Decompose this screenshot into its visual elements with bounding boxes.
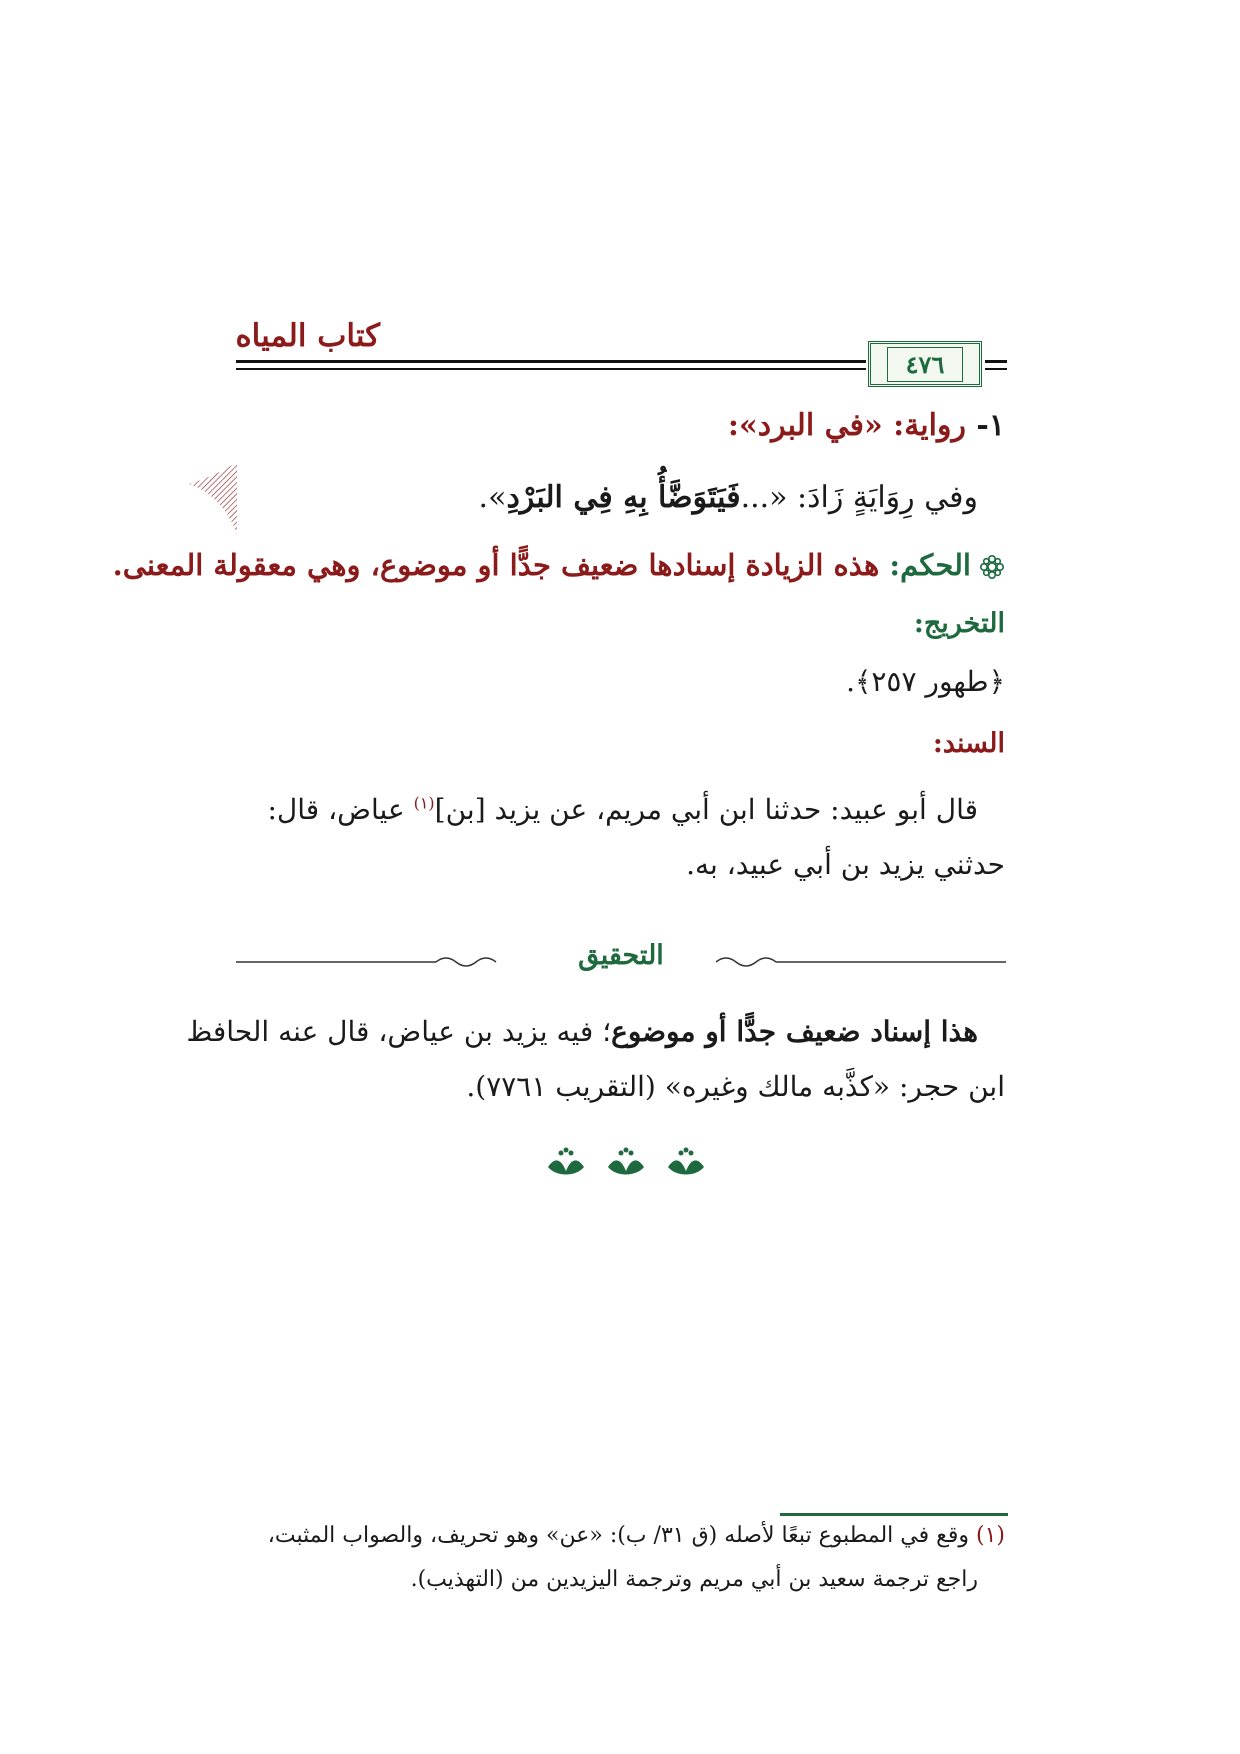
header-rule-thin (236, 368, 866, 370)
footnote-ref[interactable]: (١) (413, 793, 435, 813)
narration-end: ». (478, 480, 507, 515)
flower-bullet-icon (979, 554, 1005, 580)
tahqiq-heading: التحقيق (578, 940, 664, 971)
ruling-line (113, 548, 1005, 582)
item-heading-text: رواية: «في البرد»: (727, 408, 966, 443)
ruling-text: هذه الزيادة إسنادها ضعيف جدًّا أو موضوع، وهي معقولة المعنى. (112, 548, 880, 582)
tahqiq-bold: هذا إسناد ضعيف جدًّا أو موضوع (611, 1015, 978, 1048)
sanad-heading: السند: (932, 728, 1005, 759)
ruling-label: الحكم: (889, 548, 971, 582)
tahqiq-line-1-rest: ؛ فيه يزيد بن عياض، قال عنه الحافظ (186, 1015, 612, 1048)
narration-intro: وفي رِوَايَةٍ زَادَ: «... (740, 480, 978, 515)
header-rule-right-thin (985, 368, 1007, 370)
footnote-separator (780, 1513, 1008, 1516)
item-heading (728, 408, 1005, 443)
header-rule (236, 360, 866, 363)
sanad-line-1-a: قال أبو عبيد: حدثنا ابن أبي مريم، عن يزيد [بن] (434, 793, 978, 826)
tahqiq-line-2: ابن حجر: «كذَّبه مالك وغيره» (التقريب ٧٧٦١). (466, 1070, 1005, 1103)
item-number: ١- (976, 408, 1005, 443)
narration-bold: فَيَتَوَضَّأُ بِهِ فِي البَرْدِ (506, 480, 741, 515)
page-number-frame (868, 341, 982, 387)
footnote-line-2: راجع ترجمة سعيد بن أبي مريم وترجمة اليزيدين من (التهذيب). (410, 1567, 978, 1592)
tahqiq-line-1 (186, 1015, 978, 1048)
takhrij-reference: ﴿طهور ٢٥٧﴾. (846, 665, 1005, 698)
corner-pattern-icon (189, 462, 237, 534)
takhrij-heading: التخريج: (913, 608, 1005, 639)
footnote-line-1 (268, 1523, 1005, 1548)
sanad-line-1 (267, 793, 978, 826)
book-title: كتاب المياه (235, 318, 380, 354)
header-rule-right (985, 360, 1007, 363)
tahqiq-divider (236, 940, 1006, 980)
sanad-line-2: حدثني يزيد بن أبي عبيد، به. (686, 848, 1005, 881)
footnote-text-1: وقع في المطبوع تبعًا لأصله (ق ٣١/ ب): «عن» وهو تحريف، والصواب المثبت، (267, 1523, 976, 1548)
floral-ornament-icon (536, 1143, 716, 1183)
sanad-line-1-b: عياض، قال: (267, 793, 414, 826)
page-number: ٤٧٦ (887, 347, 964, 382)
narration-text (479, 480, 978, 515)
footnote-marker: (١) (975, 1523, 1005, 1548)
